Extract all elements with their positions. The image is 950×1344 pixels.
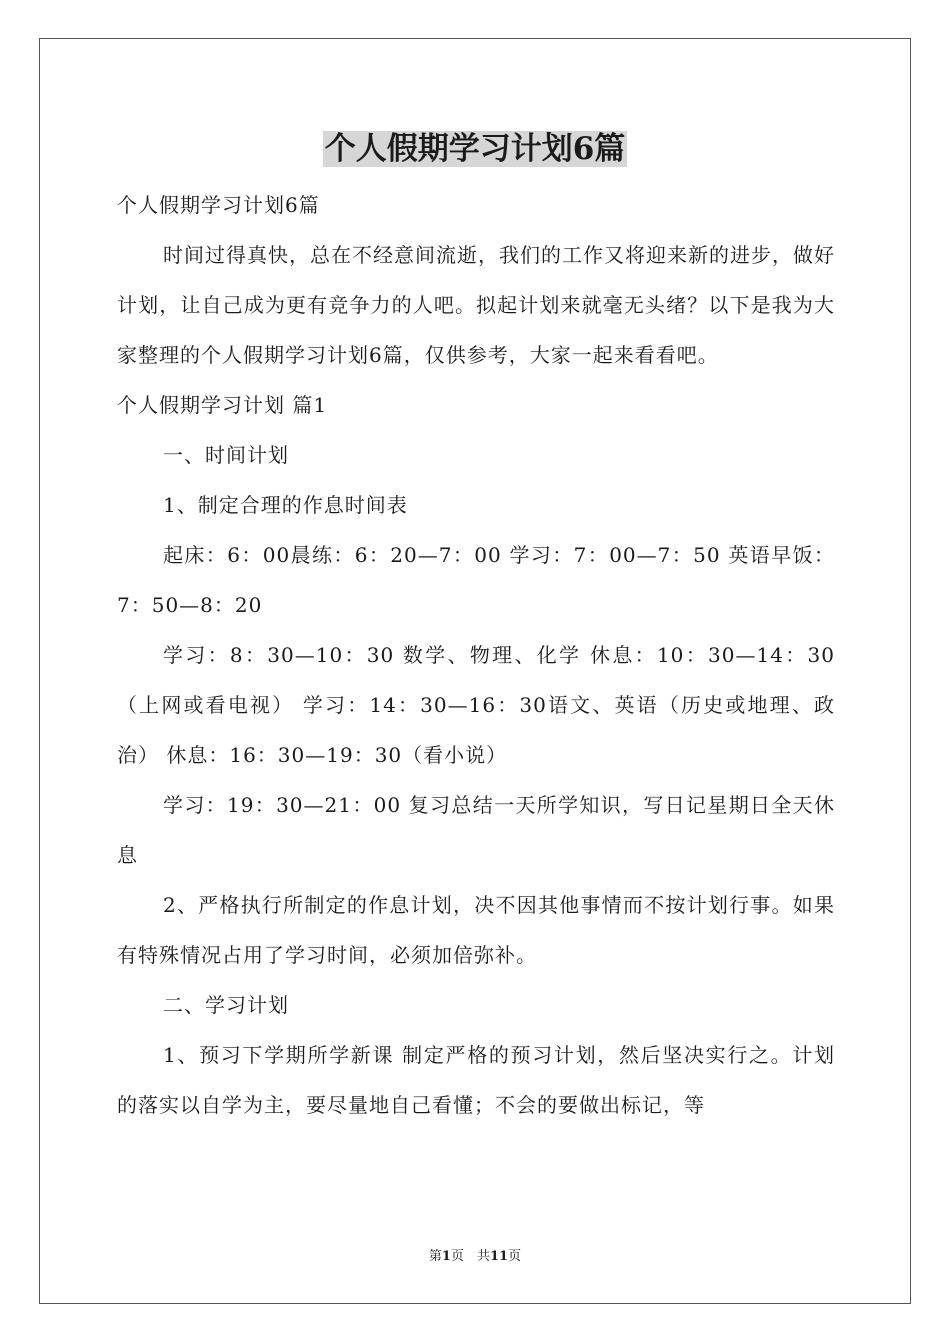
document-title-text: 个人假期学习计划6篇 — [324, 131, 626, 167]
footer-current-page: 1 — [441, 1249, 451, 1264]
list-item-strict-execution: 2、严格执行所制定的作息计划，决不因其他事情而不按计划行事。如果有特殊情况占用了学习时间，必须加倍弥补。 — [117, 893, 835, 967]
section-heading-part1: 个人假期学习计划 篇1 — [117, 393, 328, 417]
document-title — [0, 128, 950, 170]
heading-study-plan: 二、学习计划 — [163, 993, 289, 1017]
footer-suffix: 页 — [508, 1249, 522, 1264]
paragraph-evening-schedule: 学习：19：30—21：00 复习总结一天所学知识，写日记星期日全天休息 — [117, 793, 835, 867]
paragraph-day-schedule: 学习：8：30—10：30 数学、物理、化学 休息：10：30—14：30（上网或看电视） 学习：14：30—16：30语文、英语（历史或地理、政治） 休息：16：30—19：30（看小说） — [117, 643, 835, 767]
footer-mid: 页 共 — [450, 1249, 490, 1264]
footer-prefix: 第 — [428, 1249, 442, 1264]
heading-time-plan: 一、时间计划 — [163, 443, 289, 467]
list-item-preview: 1、预习下学期所学新课 制定严格的预习计划，然后坚决实行之。计划的落实以自学为主，要尽量地自己看懂；不会的要做出标记，等 — [117, 1043, 835, 1117]
page-footer — [0, 1248, 950, 1266]
paragraph-subtitle: 个人假期学习计划6篇 — [117, 193, 320, 217]
list-item-schedule: 1、制定合理的作息时间表 — [163, 493, 408, 517]
paragraph-intro: 时间过得真快，总在不经意间流逝，我们的工作又将迎来新的进步，做好计划，让自己成为更有竞争力的人吧。拟起计划来就毫无头绪？以下是我为大家整理的个人假期学习计划6篇，仅供参考，大家一起来看看吧。 — [117, 243, 835, 367]
document-body — [117, 180, 835, 1130]
footer-total-pages: 11 — [489, 1249, 509, 1264]
paragraph-morning-schedule: 起床：6：00晨练：6：20—7：00 学习：7：00—7：50 英语早饭：7：50—8：20 — [117, 543, 835, 617]
